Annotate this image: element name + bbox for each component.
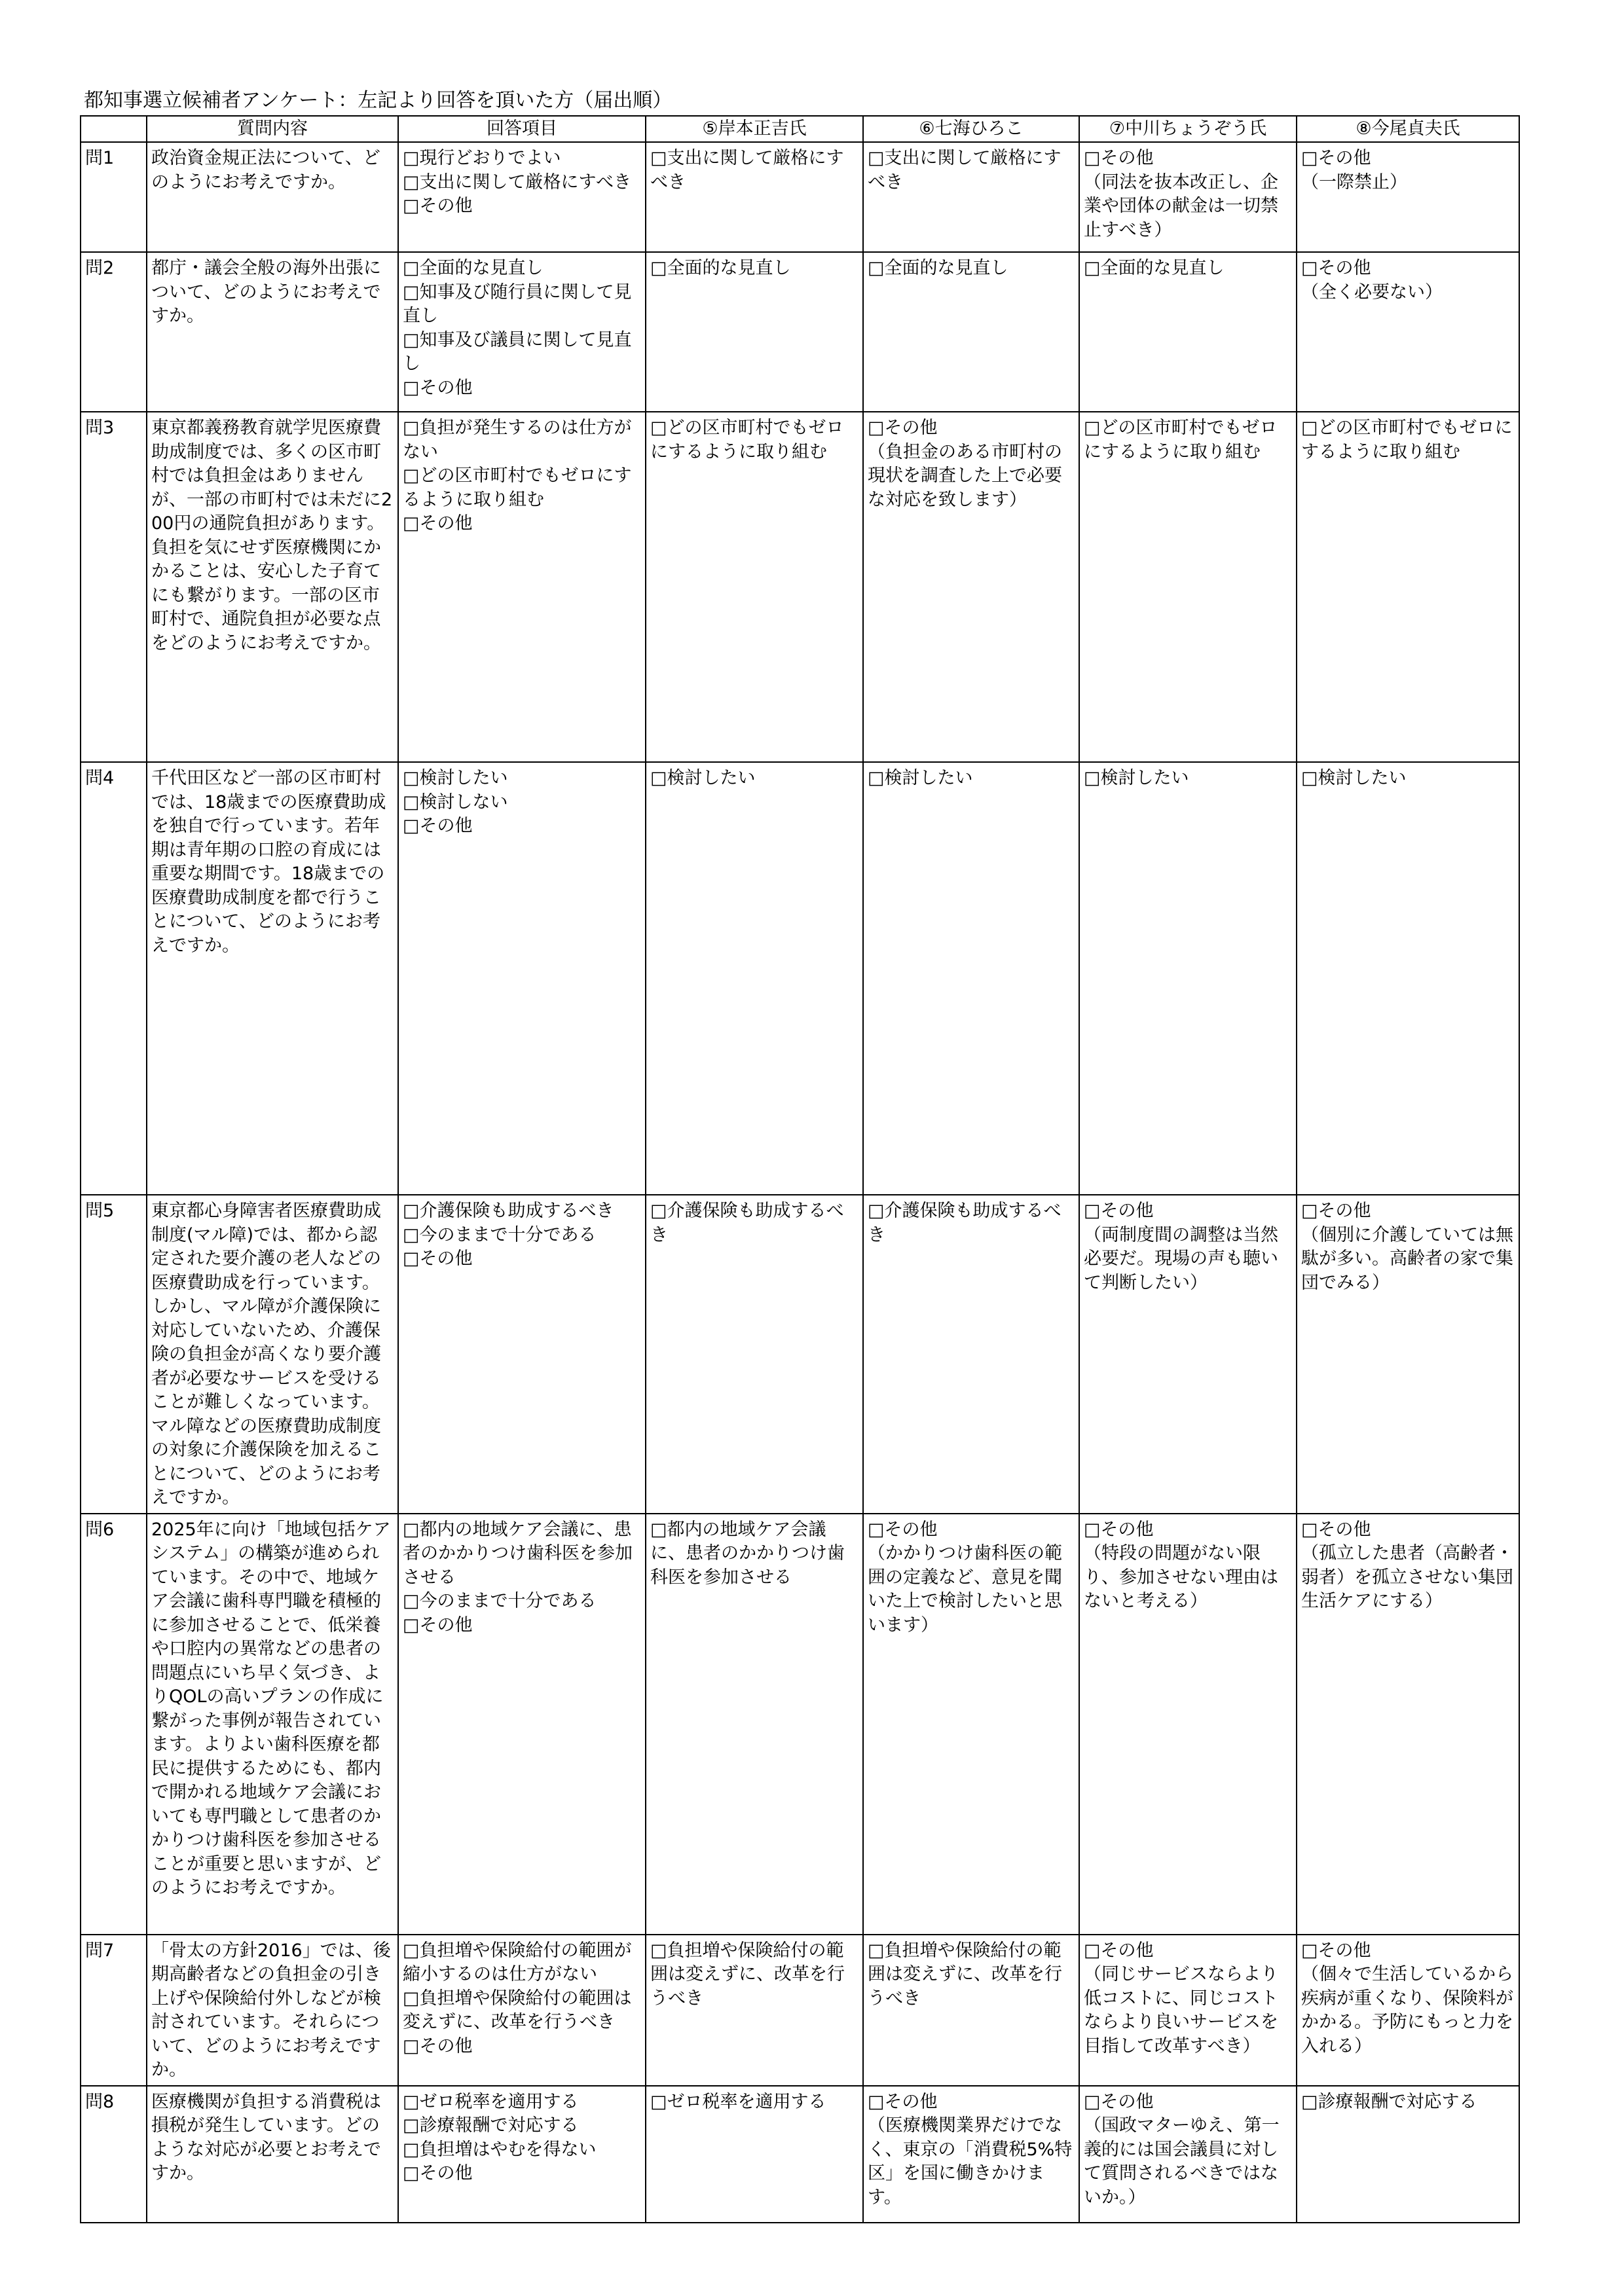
table-row — [81, 412, 1519, 762]
table-row — [81, 762, 1519, 1195]
answer-options: □介護保険も助成するべき □今のままで十分である □その他 — [398, 1195, 646, 1514]
answer-options: □負担が発生するのは仕方がない □どの区市町村でもゼロにするように取り組む □その他 — [398, 412, 646, 762]
answer-nakagawa: □検討したい — [1079, 762, 1297, 1195]
answer-kishimoto: □検討したい — [646, 762, 863, 1195]
answer-nanami: □検討したい — [863, 762, 1079, 1195]
question-text: 東京都心身障害者医療費助成制度(マル障)では、都から認定された要介護の老人などの医療費助成を行っています。しかし、マル障が介護保険に対応していないため、介護保険の負担金が高くなり要介護者が必要なサービスを受けることが難しくなっています。マル障などの医療費助成制度の対象に介護保険を加えることについて、どのようにお考えですか。 — [147, 1195, 398, 1514]
answer-kishimoto: □どの区市町村でもゼロにするように取り組む — [646, 412, 863, 762]
header-nakagawa: ⑦中川ちょうぞう氏 — [1079, 116, 1297, 142]
answer-imao: □どの区市町村でもゼロにするように取り組む — [1297, 412, 1519, 762]
answer-imao: □その他 （個別に介護していては無駄が多い。高齢者の家で集団でみる） — [1297, 1195, 1519, 1514]
question-text: 医療機関が負担する消費税は損税が発生しています。どのような対応が必要とお考えですか。 — [147, 2086, 398, 2223]
answer-imao: □診療報酬で対応する — [1297, 2086, 1519, 2223]
question-text: 政治資金規正法について、どのようにお考えですか。 — [147, 142, 398, 252]
answer-kishimoto: □負担増や保険給付の範囲は変えずに、改革を行うべき — [646, 1935, 863, 2086]
answer-imao: □その他 （孤立した患者（高齢者・弱者）を孤立させない集団生活ケアにする） — [1297, 1514, 1519, 1935]
question-text: 「骨太の方針2016」では、後期高齢者などの負担金の引き上げや保険給付外しなどが検討されています。それらについて、どのようにお考えですか。 — [147, 1935, 398, 2086]
answer-nanami: □その他 （負担金のある市町村の現状を調査した上で必要な対応を致します） — [863, 412, 1079, 762]
question-text: 東京都義務教育就学児医療費助成制度では、多くの区市町村では負担金はありませんが、一部の市町村では未だに200円の通院負担があります。負担を気にせず医療機関にかかることは、安心した子育てにも繋がります。一部の区市町村で、通院負担が必要な点をどのようにお考えですか。 — [147, 412, 398, 762]
document-title: 都知事選立候補者アンケート：左記より回答を頂いた方（届出順） — [84, 89, 673, 112]
answer-kishimoto: □都内の地域ケア会議に、患者のかかりつけ歯科医を参加させる — [646, 1514, 863, 1935]
answer-options: □都内の地域ケア会議に、患者のかかりつけ歯科医を参加させる □今のままで十分である □その他 — [398, 1514, 646, 1935]
question-number: 問3 — [81, 412, 147, 762]
header-nanami: ⑥七海ひろこ — [863, 116, 1079, 142]
table-row — [81, 2086, 1519, 2223]
answer-nakagawa: □その他 （同法を抜本改正し、企業や団体の献金は一切禁止すべき） — [1079, 142, 1297, 252]
answer-options: □現行どおりでよい □支出に関して厳格にすべき □その他 — [398, 142, 646, 252]
question-number: 問5 — [81, 1195, 147, 1514]
answer-nanami: □その他 （かかりつけ歯科医の範囲の定義など、意見を聞いた上で検討したいと思います） — [863, 1514, 1079, 1935]
table-row — [81, 142, 1519, 252]
answer-nanami: □支出に関して厳格にすべき — [863, 142, 1079, 252]
question-number: 問8 — [81, 2086, 147, 2223]
answer-nakagawa: □その他 （国政マターゆえ、第一義的には国会議員に対して質問されるべきではないか。） — [1079, 2086, 1297, 2223]
answer-nakagawa: □全面的な見直し — [1079, 252, 1297, 412]
header-number — [81, 116, 147, 142]
answer-nakagawa: □その他 （両制度間の調整は当然必要だ。現場の声も聴いて判断したい） — [1079, 1195, 1297, 1514]
table-row — [81, 1935, 1519, 2086]
answer-nakagawa: □その他 （特段の問題がない限り、参加させない理由はないと考える） — [1079, 1514, 1297, 1935]
answer-kishimoto: □介護保険も助成するべき — [646, 1195, 863, 1514]
answer-nanami: □負担増や保険給付の範囲は変えずに、改革を行うべき — [863, 1935, 1079, 2086]
header-row — [81, 116, 1519, 142]
answer-imao: □その他 （個々で生活しているから疾病が重くなり、保険料がかかる。予防にもっと力を入れる） — [1297, 1935, 1519, 2086]
table-row — [81, 1514, 1519, 1935]
answer-nakagawa: □どの区市町村でもゼロにするように取り組む — [1079, 412, 1297, 762]
header-imao: ⑧今尾貞夫氏 — [1297, 116, 1519, 142]
answer-imao: □その他 （全く必要ない） — [1297, 252, 1519, 412]
question-text: 都庁・議会全般の海外出張について、どのようにお考えですか。 — [147, 252, 398, 412]
question-number: 問1 — [81, 142, 147, 252]
answer-kishimoto: □支出に関して厳格にすべき — [646, 142, 863, 252]
answer-options: □検討したい □検討しない □その他 — [398, 762, 646, 1195]
answer-nanami: □全面的な見直し — [863, 252, 1079, 412]
question-text: 2025年に向け「地域包括ケアシステム」の構築が進められています。その中で、地域ケア会議に歯科専門職を積極的に参加させることで、低栄養や口腔内の異常などの患者の問題点にいち早く気づき、よりQOLの高いプランの作成に繋がった事例が報告されています。よりよい歯科医療を都民に提供するためにも、都内で開かれる地域ケア会議においても専門職として患者のかかりつけ歯科医を参加させることが重要と思いますが、どのようにお考えですか。 — [147, 1514, 398, 1935]
answer-kishimoto: □全面的な見直し — [646, 252, 863, 412]
question-number: 問7 — [81, 1935, 147, 2086]
answer-options: □ゼロ税率を適用する □診療報酬で対応する □負担増はやむを得ない □その他 — [398, 2086, 646, 2223]
answer-imao: □その他 （一際禁止） — [1297, 142, 1519, 252]
question-number: 問6 — [81, 1514, 147, 1935]
table-row — [81, 1195, 1519, 1514]
answer-nanami: □その他 （医療機関業界だけでなく、東京の「消費税5%特区」を国に働きかけます。 — [863, 2086, 1079, 2223]
table-row — [81, 252, 1519, 412]
question-number: 問2 — [81, 252, 147, 412]
header-options: 回答項目 — [398, 116, 646, 142]
header-kishimoto: ⑤岸本正吉氏 — [646, 116, 863, 142]
question-text: 千代田区など一部の区市町村では、18歳までの医療費助成を独自で行っています。若年期は青年期の口腔の育成には重要な期間です。18歳までの医療費助成制度を都で行うことについて、どのようにお考えですか。 — [147, 762, 398, 1195]
survey-table — [80, 115, 1520, 2223]
answer-nakagawa: □その他 （同じサービスならより低コストに、同じコストならより良いサービスを目指して改革すべき） — [1079, 1935, 1297, 2086]
answer-nanami: □介護保険も助成するべき — [863, 1195, 1079, 1514]
answer-kishimoto: □ゼロ税率を適用する — [646, 2086, 863, 2223]
answer-options: □全面的な見直し □知事及び随行員に関して見直し □知事及び議員に関して見直し □その他 — [398, 252, 646, 412]
question-number: 問4 — [81, 762, 147, 1195]
answer-options: □負担増や保険給付の範囲が縮小するのは仕方がない □負担増や保険給付の範囲は変えずに、改革を行うべき □その他 — [398, 1935, 646, 2086]
answer-imao: □検討したい — [1297, 762, 1519, 1195]
header-question: 質問内容 — [147, 116, 398, 142]
